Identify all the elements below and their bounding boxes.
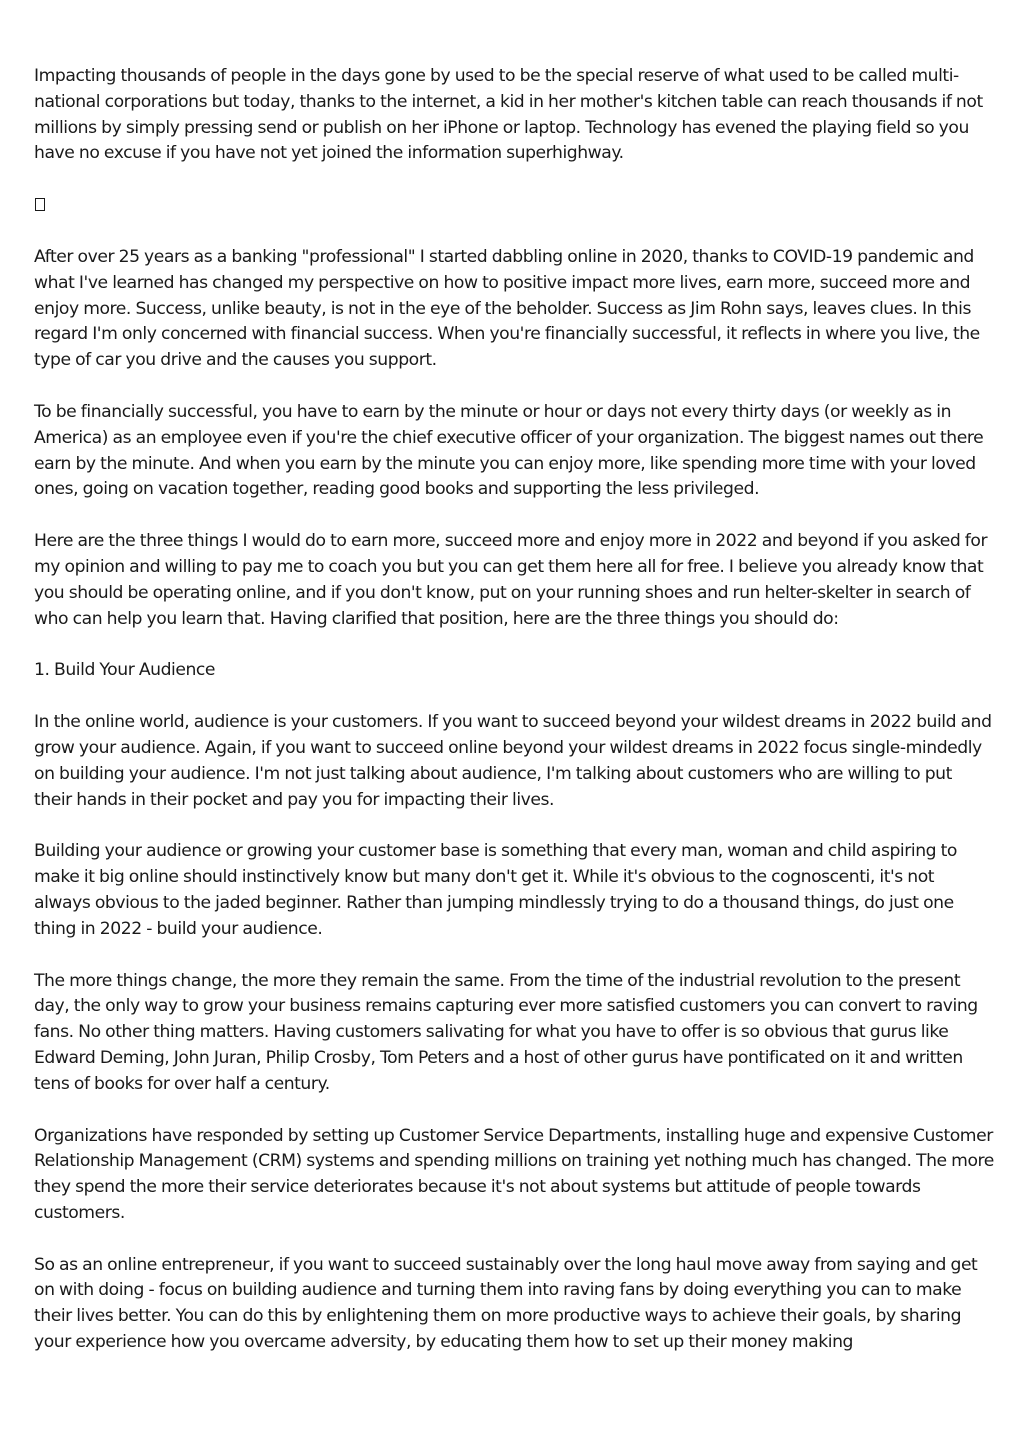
section-heading-build-audience: 1. Build Your Audience — [34, 660, 216, 681]
paragraph-intro: Impacting thousands of people in the days gone by used to be the special reserve of what used to be called multi-national corporations but today, thanks to the internet, a kid in her mother's kitchen table can reach thousands if not millions by simply pressing send or publish on her iPhone or laptop. Technology has evened the playing field so you have no excuse if you have not yet joined the information superhighway. — [34, 66, 983, 164]
document-body — [34, 64, 994, 1382]
paragraph-online-entrepreneur: So as an online entrepreneur, if you want to succeed sustainably over the long haul move away from saying and get on with doing - focus on building audience and turning them into raving fans by doing everything you can to make their lives better. You can do this by enlightening them on more productive ways to achieve their goals, by sharing your experience how you overcame adversity, by educating them how to set up their money making — [34, 1254, 978, 1353]
missing-glyph-line — [34, 193, 994, 219]
missing-glyph-icon — [35, 198, 45, 211]
paragraph-organizations: Organizations have responded by setting up Customer Service Departments, installing huge and expensive Customer Relationship Management (CRM) systems and spending millions on training yet nothing much has changed. The more they spend the more their service deteriorates because it's not about systems but attitude of people towards customers. — [34, 1125, 994, 1223]
paragraph-things-change: The more things change, the more they remain the same. From the time of the industrial revolution to the present day, the only way to grow your business remains capturing ever more satisfied customers you can convert to raving fans. No other thing matters. Having customers salivating for what you have to offer is so obvious that gurus like Edward Deming, John Juran, Philip Crosby, Tom Peters and a host of other gurus have pontificated on it and written tens of books for over half a century. — [34, 970, 978, 1094]
paragraph-audience-customers: In the online world, audience is your customers. If you want to succeed beyond your wildest dreams in 2022 build and grow your audience. Again, if you want to succeed online beyond your wildest dreams in 2022 focus single-mindedly on building your audience. I'm not just talking about audience, I'm talking about customers who are willing to put their hands in their pocket and pay you for impacting their lives. — [34, 712, 992, 810]
paragraph-three-things: Here are the three things I would do to earn more, succeed more and enjoy more in 2022 and beyond if you asked for my opinion and willing to pay me to coach you but you can get them here all for free. I believe you already know that you should be operating online, and if you don't know, put on your running shoes and run helter-skelter in search of who can help you learn that. Having clarified that position, here are the three things you should do: — [34, 531, 988, 629]
paragraph-background: After over 25 years as a banking "professional" I started dabbling online in 2020, thanks to COVID-19 pandemic and what I've learned has changed my perspective on how to positive impact more lives, earn more, succeed more and enjoy more. Success, unlike beauty, is not in the eye of the beholder. Success as Jim Rohn says, leaves clues. In this regard I'm only concerned with financial success. When you're financially successful, it reflects in where you live, the type of car you drive and the causes you support. — [34, 246, 980, 371]
paragraph-financial-success: To be financially successful, you have to earn by the minute or hour or days not every thirty days (or weekly as in America) as an employee even if you're the chief executive officer of your organization. The biggest names out there earn by the minute. And when you earn by the minute you can enjoy more, like spending more time with your loved ones, going on vacation together, reading good books and supporting the less privileged. — [34, 401, 984, 500]
paragraph-customer-base: Building your audience or growing your customer base is something that every man, woman and child aspiring to make it big online should instinctively know but many don't get it. While it's obvious to the cognoscenti, it's not always obvious to the jaded beginner. Rather than jumping mindlessly trying to do a thousand things, do just one thing in 2022 - build your audience. — [34, 841, 957, 939]
